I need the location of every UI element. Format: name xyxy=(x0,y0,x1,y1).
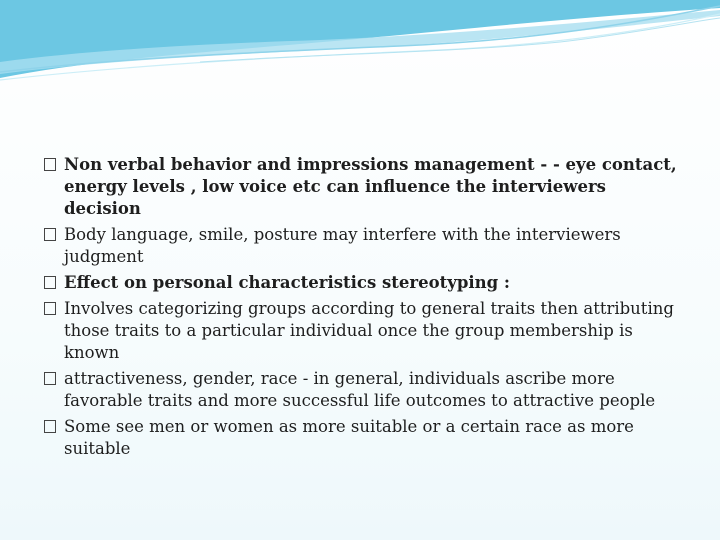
bullet-text: Non verbal behavior and impressions management - - eye contact, energy levels , low voice etc can influence the interviewers decision xyxy=(64,155,677,218)
bullet-box-icon xyxy=(44,420,56,433)
bullet-text: Body language, smile, posture may interfere with the interviewers judgment xyxy=(64,225,621,266)
bullet-item xyxy=(44,298,684,364)
bullet-box-icon xyxy=(44,372,56,385)
bullet-box-icon xyxy=(44,276,56,289)
bullet-item xyxy=(44,272,684,294)
bullet-item xyxy=(44,224,684,268)
bullet-text: Involves categorizing groups according to general traits then attributing those traits to a particular individual once the group membership is known xyxy=(64,299,674,362)
bullet-list xyxy=(44,154,684,460)
bullet-text: Effect on personal characteristics stereotyping : xyxy=(64,273,510,292)
bullet-text: attractiveness, gender, race - in general, individuals ascribe more favorable traits and more successful life outcomes to attractive people xyxy=(64,369,656,410)
bullet-item xyxy=(44,416,684,460)
bullet-text: Some see men or women as more suitable or a certain race as more suitable xyxy=(64,417,634,458)
bullet-box-icon xyxy=(44,158,56,171)
bullet-box-icon xyxy=(44,302,56,315)
bullet-item xyxy=(44,154,684,220)
slide-content xyxy=(44,154,684,464)
header-wave-decoration xyxy=(0,0,720,100)
bullet-item xyxy=(44,368,684,412)
bullet-box-icon xyxy=(44,228,56,241)
